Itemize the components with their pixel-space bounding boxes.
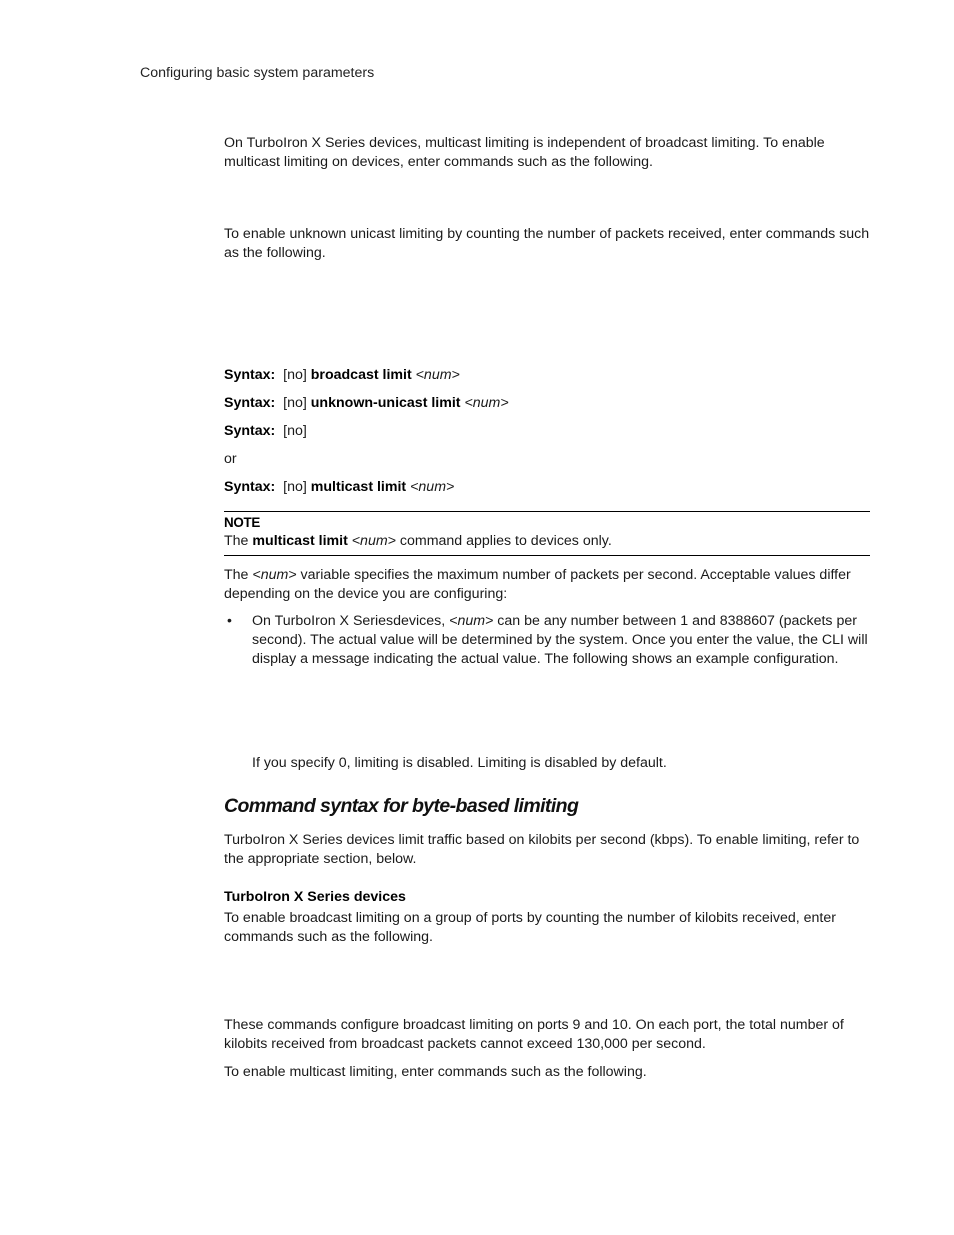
note-command: multicast limit bbox=[252, 533, 348, 549]
paragraph-multicast-enable: To enable multicast limiting, enter commands such as the following. bbox=[224, 1064, 647, 1080]
num-desc-argument: <num> bbox=[252, 567, 297, 583]
paragraph-kbps: TurboIron X Series devices limit traffic based on kilobits per second (kbps). To enable limiting, refer to the appropriate section, below. bbox=[224, 832, 860, 867]
syntax-multicast-limit bbox=[224, 478, 454, 496]
paragraph-ports-9-10: These commands configure broadcast limiting on ports 9 and 10. On each port, the total number of kilobits received from broadcast packets cannot exceed 130,000 per second. bbox=[224, 1017, 844, 1052]
syntax-no-option: [no] bbox=[283, 479, 307, 495]
syntax-label: Syntax: bbox=[224, 395, 276, 411]
note-text-rest: command applies to devices only. bbox=[399, 533, 612, 549]
syntax-no-option: [no] bbox=[283, 367, 307, 383]
syntax-argument: <num> bbox=[464, 395, 509, 411]
paragraph-zero-disabled: If you specify 0, limiting is disabled. Limiting is disabled by default. bbox=[252, 755, 667, 771]
num-desc-rest: variable specifies the maximum number of packets per second. Acceptable values differ depending on the device you are configuring: bbox=[224, 567, 851, 602]
num-desc-lead: The bbox=[224, 567, 249, 583]
syntax-label: Syntax: bbox=[224, 367, 276, 383]
bullet-lead: On TurboIron X Seriesdevices, bbox=[252, 613, 446, 629]
note-text-lead: The bbox=[224, 533, 249, 549]
syntax-broadcast-limit bbox=[224, 366, 460, 384]
syntax-command: broadcast limit bbox=[310, 367, 412, 383]
paragraph-num-variable bbox=[224, 566, 870, 603]
syntax-no-option: [no] bbox=[283, 395, 307, 411]
syntax-command: multicast limit bbox=[310, 479, 407, 495]
syntax-command: unknown-unicast limit bbox=[310, 395, 461, 411]
section-heading-byte-based: Command syntax for byte-based limiting bbox=[224, 795, 579, 817]
note-text bbox=[224, 532, 612, 550]
bullet-item-turboiron bbox=[252, 612, 870, 669]
note-argument: <num> bbox=[351, 533, 396, 549]
note-heading: NOTE bbox=[224, 515, 260, 530]
running-header: Configuring basic system parameters bbox=[140, 65, 375, 81]
paragraph-broadcast-kilobits: To enable broadcast limiting on a group of ports by counting the number of kilobits received, enter commands such as the following. bbox=[224, 910, 836, 945]
bullet-icon: • bbox=[227, 612, 232, 628]
syntax-no-only bbox=[224, 422, 307, 440]
syntax-or: or bbox=[224, 451, 237, 467]
subheading-turboiron-devices: TurboIron X Series devices bbox=[224, 889, 406, 905]
syntax-argument: <num> bbox=[410, 479, 455, 495]
syntax-argument: <num> bbox=[415, 367, 460, 383]
bullet-rest: can be any number between 1 and 8388607 (packets per second). The actual value will be determined by the system. Once you enter the value, the CLI will display a message indicating the actual value. The following shows an example configuration. bbox=[252, 613, 868, 668]
paragraph-multicast-intro: On TurboIron X Series devices, multicast limiting is independent of broadcast limiting. To enable multicast limiting on devices, enter commands such as the following. bbox=[224, 135, 825, 170]
bullet-argument: <num> bbox=[449, 613, 494, 629]
syntax-unknown-unicast-limit bbox=[224, 394, 509, 412]
syntax-label: Syntax: bbox=[224, 479, 276, 495]
syntax-label: Syntax: bbox=[224, 423, 276, 439]
paragraph-unicast-intro: To enable unknown unicast limiting by counting the number of packets received, enter commands such as the following. bbox=[224, 226, 870, 261]
note-bottom-rule bbox=[224, 555, 870, 556]
syntax-no-option: [no] bbox=[283, 423, 307, 439]
note-top-rule bbox=[224, 511, 870, 512]
